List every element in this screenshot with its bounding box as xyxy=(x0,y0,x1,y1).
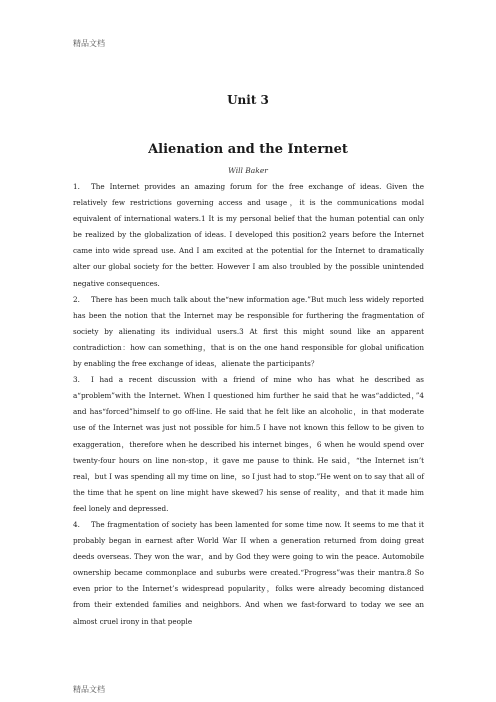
paragraph-text: I had a recent discussion with a friend of mine who has what he described as a“problem”with the Internet. When I questioned him further he said that he was“addicted，”4 and has“forced”himself to go off-line. He said that he felt like an alcoholic，in that moderate use of the Internet was just not possible for him.5 I have not known this fellow to be given to exaggeration，therefore when he described his internet binges，6 when he would spend over twenty-four hours on line non-stop，it gave me pause to think. He said，“the Internet isn’t real，but I was spending all my time on line，so I just had to stop.”He went on to say that all of the time that he spent on line might have skewed7 his sense of reality，and that it made him feel lonely and depressed. xyxy=(73,375,424,513)
paragraph-1 xyxy=(73,179,424,292)
unit-heading: Unit 3 xyxy=(227,93,269,107)
paragraph-text: The fragmentation of society has been lamented for some time now. It seems to me that it probably began in earnest after World War II when a generation returned from doing great deeds overseas. They won the war，and by God they were going to win the peace. Automobile ownership became commonplace and suburbs were created.“Progress”was their mantra.8 So even prior to the Internet’s widespread popularity，folks were already becoming distanced from their extended families and neighbors. And when we fast-forward to today we see an almost cruel irony in that people xyxy=(73,519,424,626)
article-title: Alienation and the Internet xyxy=(148,142,348,157)
paragraph-text: The Internet provides an amazing forum for the free exchange of ideas. Given the relatively few restrictions governing access and usage，it is the communications modal equivalent of international waters.1 It is my personal belief that the human potential can only be realized by the globalization of ideas. I developed this position2 years before the Internet came into wide spread use. And I am excited at the potential for the Internet to dramatically alter our global society for the better. However I am also troubled by the possible unintended negative consequences. xyxy=(73,182,424,288)
article-author: Will Baker xyxy=(228,166,268,175)
paragraph-3 xyxy=(73,372,424,517)
paragraph-number: 3. xyxy=(73,375,80,385)
paragraph-number: 1. xyxy=(73,182,80,191)
paragraph-4 xyxy=(73,517,424,630)
paragraph-2 xyxy=(73,292,424,372)
page-header: 精品文档 xyxy=(73,39,105,48)
paragraph-text: There has been much talk about the“new information age.”But much less widely reported has been the notion that the Internet may be responsible for furthering the fragmentation of society by alienating its individual users.3 At first this might sound like an apparent contradiction：how can something，that is on the one hand responsible for global unification by enabling the free exchange of ideas，alienate the participants？ xyxy=(73,294,424,369)
page-footer: 精品文档 xyxy=(73,685,105,694)
paragraph-number: 4. xyxy=(73,519,80,529)
article-body xyxy=(73,179,424,630)
paragraph-number: 2. xyxy=(73,294,80,304)
